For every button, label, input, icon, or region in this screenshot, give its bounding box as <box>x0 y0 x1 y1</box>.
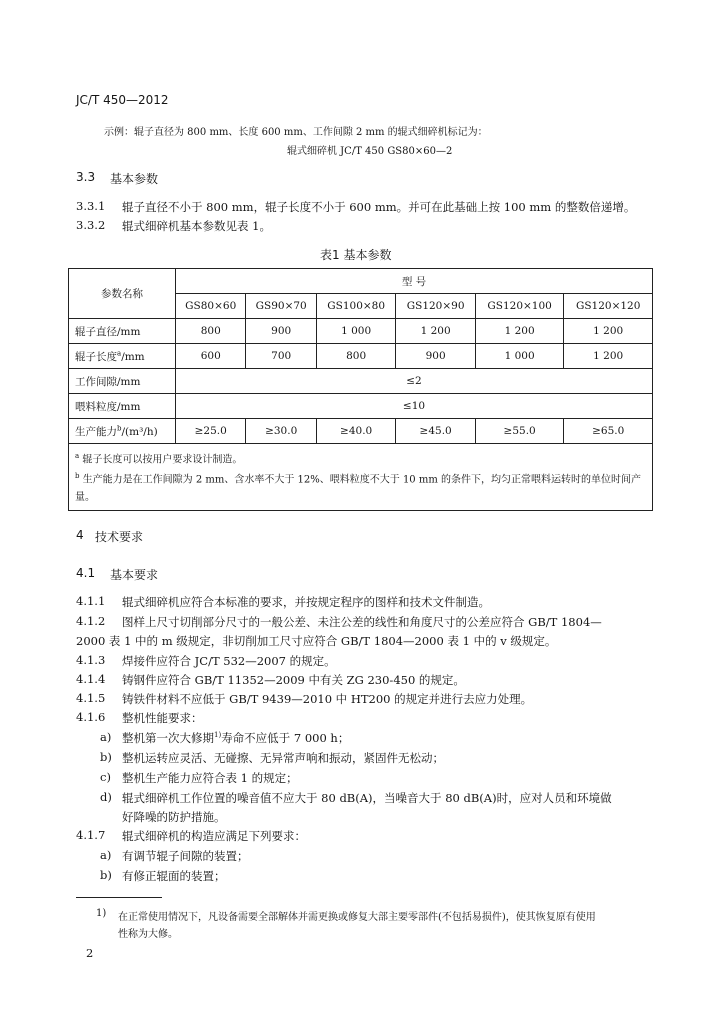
footnote-text-continued: 性称为大修。 <box>118 929 178 940</box>
table-cell: 1 200 <box>564 344 653 369</box>
example-line-2: 辊式细碎机 JC/T 450 GS80×60—2 <box>287 146 453 157</box>
section-3-3-number: 3.3 <box>76 170 96 184</box>
list-item-mark: b) <box>100 868 112 882</box>
list-item-mark: a) <box>100 730 112 744</box>
model-cell: GS120×120 <box>564 294 653 319</box>
clause-text: 图样上尺寸切削部分尺寸的一般公差、未注公差的线性和角度尺寸的公差应符合 GB/T 1804— <box>122 615 602 629</box>
row-label-unit: /mm <box>121 350 145 363</box>
row-label-working-gap: 工作间隙/mm <box>69 369 176 394</box>
clause-text: 焊接件应符合 JC/T 532—2007 的规定。 <box>122 654 336 668</box>
list-item-text: 整机运转应灵活、无碰擦、无异常声响和振动，紧固件无松动； <box>122 751 444 765</box>
section-4-1-title: 基本要求 <box>110 568 159 582</box>
clause-number: 4.1.3 <box>76 653 106 667</box>
list-item-text: 有调节辊子间隙的装置； <box>122 849 249 863</box>
table-cell: 900 <box>396 344 475 369</box>
list-item-mark: c) <box>100 770 111 784</box>
footnote-ref-1: 1) <box>214 731 222 740</box>
section-4-1-number: 4.1 <box>76 566 96 580</box>
model-cell: GS120×90 <box>396 294 475 319</box>
list-item-text-continued: 好降噪的防护措施。 <box>122 810 226 824</box>
note-a-mark: a <box>75 452 80 460</box>
table-note-a <box>75 448 646 468</box>
list-item-text: 有修正辊面的装置； <box>122 869 226 883</box>
list-item-text <box>122 730 349 746</box>
footnote-ref-b: b <box>117 424 122 432</box>
section-3-3-title: 基本参数 <box>110 172 159 186</box>
clause-number: 4.1.1 <box>76 594 106 608</box>
note-b-text: 生产能力是在工作间隙为 2 mm、含水率不大于 12%、喂料粒度不大于 10 mm 的条件下，均匀正常喂料运转时的单位时间产量。 <box>75 474 641 503</box>
table-cell: 1 200 <box>564 319 653 344</box>
page-number: 2 <box>86 946 94 960</box>
row-label-unit: /(m³/h) <box>121 425 158 438</box>
clause-text-continued: 2000 表 1 中的 m 级规定，非切削加工尺寸应符合 GB/T 1804—2000 表 1 中的 v 级规定。 <box>76 634 557 648</box>
table-cell: 700 <box>246 344 316 369</box>
section-4-number: 4 <box>76 528 84 542</box>
table-cell: ≥45.0 <box>396 419 475 444</box>
table-cell: 900 <box>246 319 316 344</box>
clause-number: 4.1.4 <box>76 672 106 686</box>
clause-number: 4.1.7 <box>76 828 106 842</box>
row-label-text: 生产能力 <box>75 425 117 438</box>
example-line-1: 示例：辊子直径为 800 mm、长度 600 mm、工作间隙 2 mm 的辊式细碎机标记为： <box>104 127 488 138</box>
table-cell: ≥30.0 <box>246 419 316 444</box>
model-header: 型 号 <box>176 269 653 294</box>
model-cell: GS120×100 <box>475 294 564 319</box>
list-item-text: 整机生产能力应符合表 1 的规定； <box>122 771 298 785</box>
table-caption: 表1 基本参数 <box>320 248 392 262</box>
table-row <box>69 369 653 394</box>
clause-text: 铸铁件材料不应低于 GB/T 9439—2010 中 HT200 的规定并进行去应力处理。 <box>122 692 533 706</box>
table-notes-row <box>69 444 653 511</box>
table-cell: 1 000 <box>475 344 564 369</box>
row-label-capacity <box>69 419 176 444</box>
merged-cell-feed-size: ≤10 <box>176 394 653 419</box>
table-note-b <box>75 468 646 505</box>
list-item-text: 辊式细碎机工作位置的噪音值不应大于 80 dB(A)，当噪音大于 80 dB(A)时，应对人员和环境做 <box>122 791 612 805</box>
clause-number: 4.1.6 <box>76 710 106 724</box>
clause-text: 铸钢件应符合 GB/T 11352—2009 中有关 ZG 230-450 的规定。 <box>122 673 465 687</box>
clause-text: 辊式细碎机应符合本标准的要求，并按规定程序的图样和技术文件制造。 <box>122 595 490 609</box>
clause-3-3-1-text: 辊子直径不小于 800 mm，辊子长度不小于 600 mm。并可在此基础上按 100 mm 的整数倍递增。 <box>122 200 636 214</box>
clause-text: 整机性能要求： <box>122 711 203 725</box>
row-label-feed-size: 喂料粒度/mm <box>69 394 176 419</box>
table-cell: ≥55.0 <box>475 419 564 444</box>
table-cell: ≥25.0 <box>176 419 246 444</box>
footnote-ref-a: a <box>117 349 122 357</box>
clause-number: 4.1.5 <box>76 691 106 705</box>
clause-text: 辊式细碎机的构造应满足下列要求： <box>122 829 306 843</box>
table-row <box>69 344 653 369</box>
list-item-text-pre: 整机第一次大修期 <box>122 731 214 745</box>
clause-3-3-2-text: 辊式细碎机基本参数见表 1。 <box>122 219 271 233</box>
footnote-separator <box>76 897 162 898</box>
table-cell: 800 <box>176 319 246 344</box>
table-notes <box>69 444 653 511</box>
basic-parameters-table <box>68 268 653 511</box>
list-item-mark: a) <box>100 848 112 862</box>
row-label-text: 辊子长度 <box>75 350 117 363</box>
table-cell: 800 <box>316 344 395 369</box>
table-cell: 1 000 <box>316 319 395 344</box>
standard-number-header: JC/T 450—2012 <box>76 93 169 107</box>
footnote-mark: 1) <box>96 908 107 919</box>
table-cell: 1 200 <box>396 319 475 344</box>
table-header-row <box>69 269 653 294</box>
list-item-text-post: 寿命不应低于 7 000 h； <box>221 731 350 745</box>
table-row <box>69 419 653 444</box>
list-item-mark: b) <box>100 750 112 764</box>
table-cell: ≥40.0 <box>316 419 395 444</box>
clause-number: 4.1.2 <box>76 614 106 628</box>
section-4-title: 技术要求 <box>95 530 144 544</box>
table-cell: 600 <box>176 344 246 369</box>
merged-cell-working-gap: ≤2 <box>176 369 653 394</box>
note-b-mark: b <box>75 472 80 481</box>
note-a-text: 辊子长度可以按用户要求设计制造。 <box>82 454 243 466</box>
clause-3-3-1-number: 3.3.1 <box>76 199 106 213</box>
model-cell: GS80×60 <box>176 294 246 319</box>
footnote-text: 在正常使用情况下，凡设备需要全部解体并需更换或修复大部主要零部件(不包括易损件)，使其恢复原有使用 <box>118 912 596 923</box>
model-cell: GS90×70 <box>246 294 316 319</box>
table-cell: 1 200 <box>475 319 564 344</box>
table-row <box>69 319 653 344</box>
table-cell: ≥65.0 <box>564 419 653 444</box>
model-cell: GS100×80 <box>316 294 395 319</box>
row-label-roller-diameter: 辊子直径/mm <box>69 319 176 344</box>
param-name-header: 参数名称 <box>69 269 176 319</box>
list-item-mark: d) <box>100 790 112 804</box>
table-row <box>69 394 653 419</box>
clause-3-3-2-number: 3.3.2 <box>76 218 106 232</box>
row-label-roller-length <box>69 344 176 369</box>
